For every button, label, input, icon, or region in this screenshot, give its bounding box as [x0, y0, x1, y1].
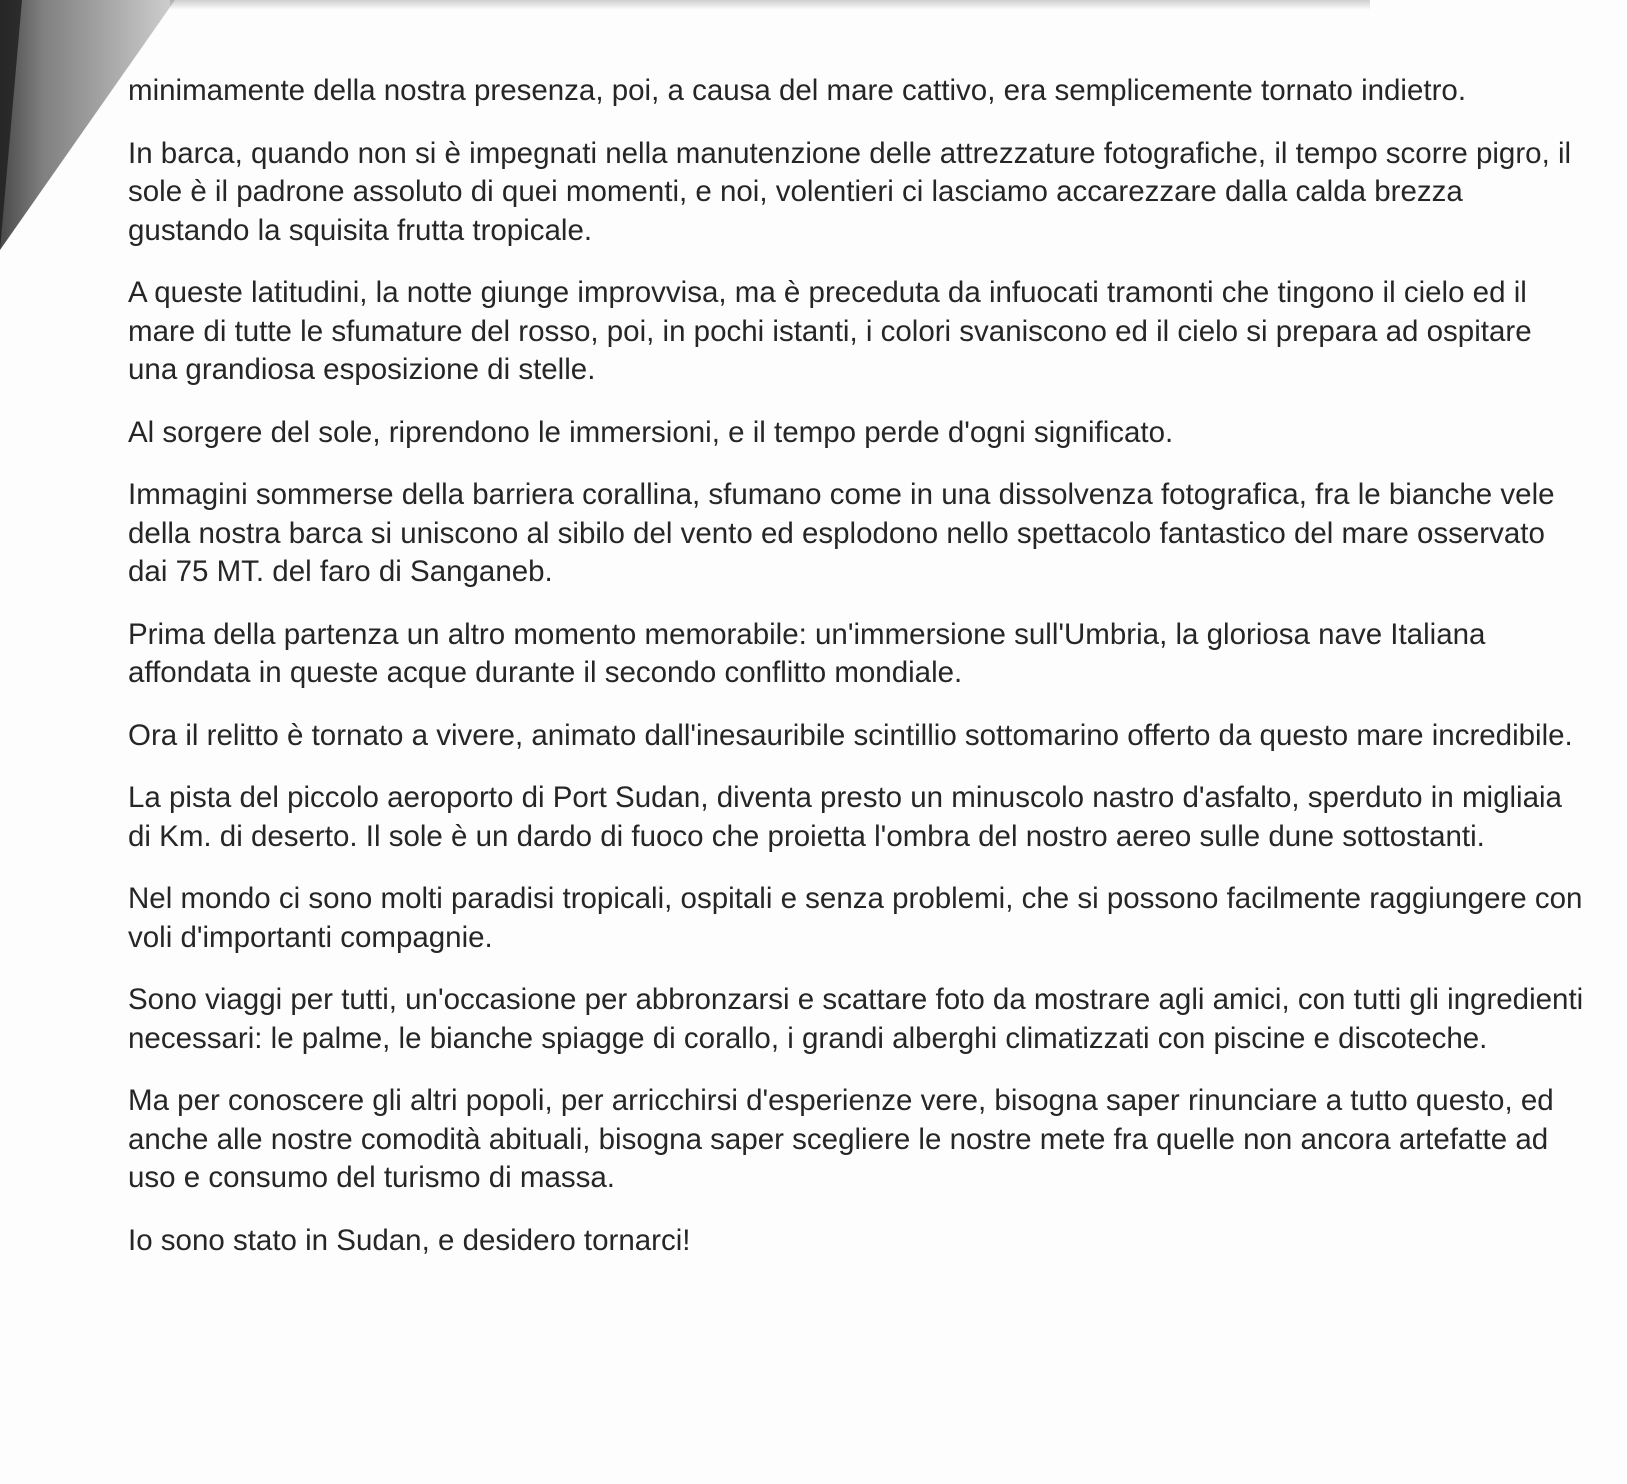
paragraph: Nel mondo ci sono molti paradisi tropicali, ospitali e senza problemi, che si possono facilmente raggiungere con voli d'importanti compagnie.	[128, 882, 1583, 954]
paragraph: Immagini sommerse della barriera corallina, sfumano come in una dissolvenza fotografica, fra le bianche vele della nostra barca si uniscono al sibilo del vento ed esplodono nello spettacolo fantastico del mare osservato dai 75 MT. del faro di Sanganeb.	[128, 478, 1555, 588]
paragraph: A queste latitudini, la notte giunge improvvisa, ma è preceduta da infuocati tramonti che tingono il cielo ed il mare di tutte le sfumature del rosso, poi, in pochi istanti, i colori svaniscono ed il cielo si prepara ad ospitare una grandiosa esposizione di stelle.	[128, 276, 1532, 386]
paragraph: La pista del piccolo aeroporto di Port Sudan, diventa presto un minuscolo nastro d'asfalto, sperduto in migliaia di Km. di deserto. Il sole è un dardo di fuoco che proietta l'ombra del nostro aereo sulle dune sottostanti.	[128, 781, 1562, 853]
paragraph: Al sorgere del sole, riprendono le immersioni, e il tempo perde d'ogni significato.	[128, 415, 1174, 449]
paragraph: minimamente della nostra presenza, poi, a causa del mare cattivo, era semplicemente tornato indietro.	[128, 74, 1467, 107]
paragraph: In barca, quando non si è impegnati nella manutenzione delle attrezzature fotografiche, il tempo scorre pigro, il sole è il padrone assoluto di quei momenti, e noi, volentieri ci lasciamo accarezzare dalla calda brezza gustando la squisita frutta tropicale.	[128, 136, 1572, 247]
scan-top-shadow	[170, 0, 1370, 10]
paragraph: Ma per conoscere gli altri popoli, per arricchirsi d'esperienze vere, bisogna saper rinunciare a tutto questo, ed anche alle nostre comodità abituali, bisogna saper scegliere le nostre mete fra quelle non ancora artefatte ad uso e consumo del turismo di massa.	[128, 1084, 1554, 1194]
document-text	[128, 72, 1588, 1284]
paragraph: Prima della partenza un altro momento memorabile: un'immersione sull'Umbria, la gloriosa nave Italiana affondata in queste acque durante il secondo conflitto mondiale.	[128, 617, 1486, 689]
paragraph: Ora il relitto è tornato a vivere, animato dall'inesauribile scintillio sottomarino offerto da questo mare incredibile.	[128, 718, 1573, 752]
paragraph: Io sono stato in Sudan, e desidero tornarci!	[128, 1223, 691, 1257]
paragraph: Sono viaggi per tutti, un'occasione per abbronzarsi e scattare foto da mostrare agli amici, con tutti gli ingredienti necessari: le palme, le bianche spiagge di corallo, i grandi alberghi climatizzati con piscine e discoteche.	[128, 983, 1584, 1055]
